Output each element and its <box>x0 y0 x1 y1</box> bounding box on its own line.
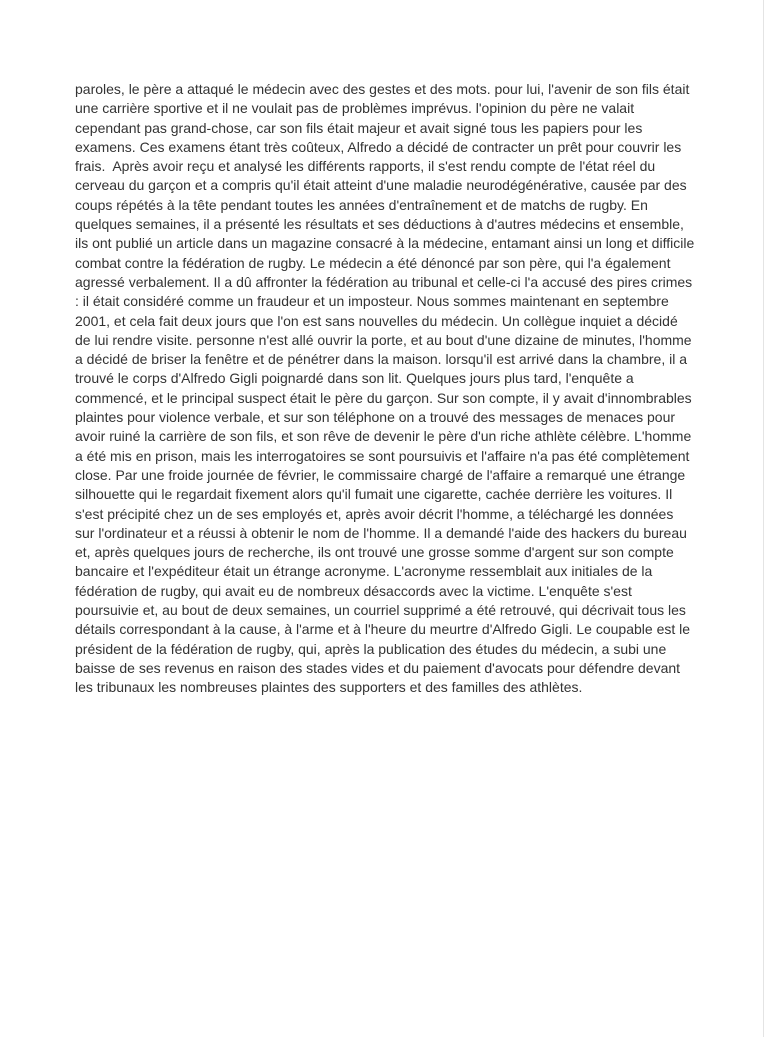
document-body-text: paroles, le père a attaqué le médecin avec des gestes et des mots. pour lui, l'avenir de son fils était une carrière sportive et il ne voulait pas de problèmes imprévus. l'opinion du père ne valait cependant pas grand-chose, car son fils était majeur et avait signé tous les papiers pour les examens. Ces examens étant très coûteux, Alfredo a décidé de contracter un prêt pour couvrir les frais. Après avoir reçu et analysé les différents rapports, il s'est rendu compte de l'état réel du cerveau du garçon et a compris qu'il était atteint d'une maladie neurodégénérative, causée par des coups répétés à la tête pendant toutes les années d'entraînement et de matchs de rugby. En quelques semaines, il a présenté les résultats et ses déductions à d'autres médecins et ensemble, ils ont publié un article dans un magazine consacré à la médecine, entamant ainsi un long et difficile combat contre la fédération de rugby. Le médecin a été dénoncé par son père, qui l'a également agressé verbalement. Il a dû affronter la fédération au tribunal et celle-ci l'a accusé des pires crimes : il était considéré comme un fraudeur et un imposteur. Nous sommes maintenant en septembre 2001, et cela fait deux jours que l'on est sans nouvelles du médecin. Un collègue inquiet a décidé de lui rendre visite. personne n'est allé ouvrir la porte, et au bout d'une dizaine de minutes, l'homme a décidé de briser la fenêtre et de pénétrer dans la maison. lorsqu'il est arrivé dans la chambre, il a trouvé le corps d'Alfredo Gigli poignardé dans son lit. Quelques jours plus tard, l'enquête a commencé, et le principal suspect était le père du garçon. Sur son compte, il y avait d'innombrables plaintes pour violence verbale, et sur son téléphone on a trouvé des messages de menaces pour avoir ruiné la carrière de son fils, et son rêve de devenir le père d'un riche athlète célèbre. L'homme a été mis en prison, mais les interrogatoires se sont poursuivis et l'affaire n'a pas été complètement close. Par une froide journée de février, le commissaire chargé de l'affaire a remarqué une étrange silhouette qui le regardait fixement alors qu'il fumait une cigarette, cachée derrière les voitures. Il s'est précipité chez un de ses employés et, après avoir décrit l'homme, a téléchargé les données sur l'ordinateur et a réussi à obtenir le nom de l'homme. Il a demandé l'aide des hackers du bureau et, après quelques jours de recherche, ils ont trouvé une grosse somme d'argent sur son compte bancaire et l'expéditeur était un étrange acronyme. L'acronyme ressemblait aux initiales de la fédération de rugby, qui avait eu de nombreux désaccords avec la victime. L'enquête s'est poursuivie et, au bout de deux semaines, un courriel supprimé a été retrouvé, qui décrivait tous les détails correspondant à la cause, à l'arme et à l'heure du meurtre d'Alfredo Gigli. Le coupable est le président de la fédération de rugby, qui, après la publication des études du médecin, a subi une baisse de ses revenus en raison des stades vides et du paiement d'avocats pour défendre devant les tribunaux les nombreuses plaintes des supporters et des familles des athlètes. <box>75 81 699 696</box>
page-right-edge-divider <box>763 0 764 1037</box>
